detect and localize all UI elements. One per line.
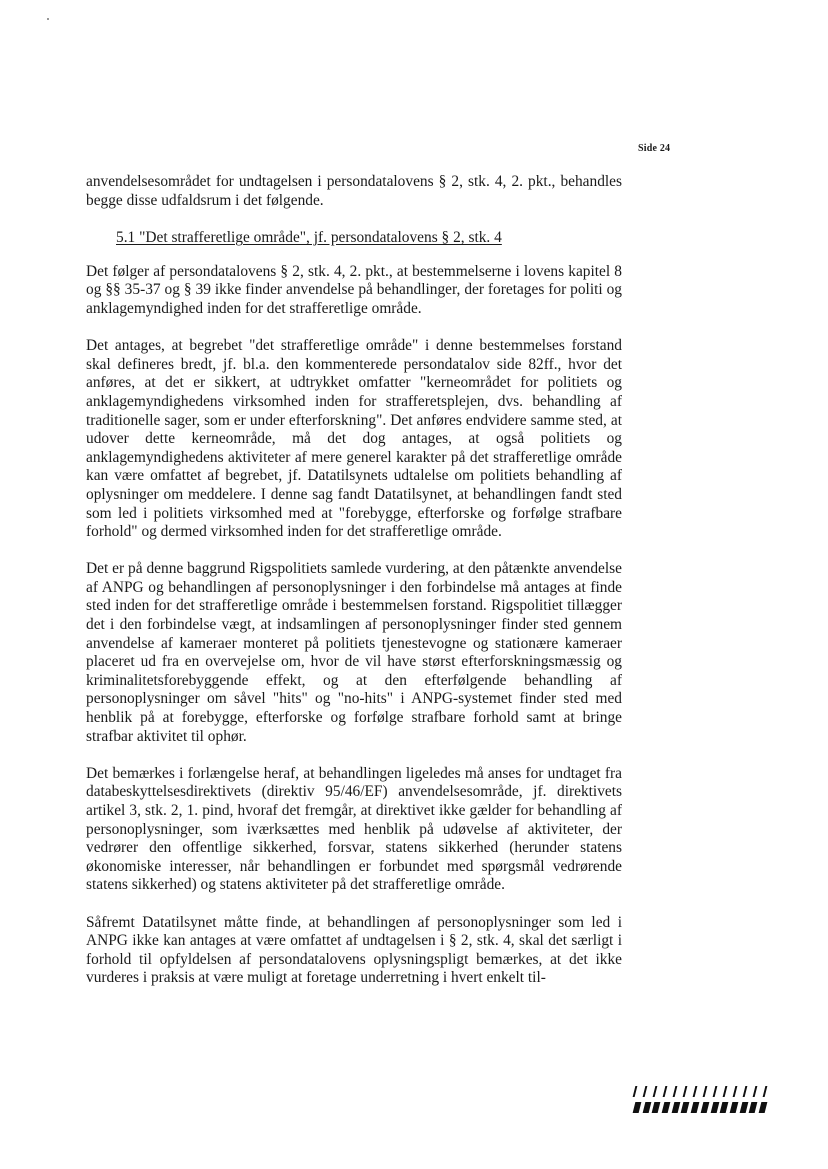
scan-speck bbox=[47, 18, 49, 20]
barcode-bar bbox=[643, 1086, 648, 1097]
barcode-bar bbox=[663, 1086, 668, 1097]
paragraph-2: Det antages, at begrebet "det strafferetlige område" i denne bestemmelses forstand skal defineres bredt, jf. bl.a. den kommenterede persondatalov side 82ff., hvor det anføres, at det er sikkert, at udtrykket omfatter "kerneområdet for politiets og anklagemyndighedens virksomhed inden for strafferetsplejen, dvs. behandling af traditionelle sager, som er under efterforskning". Det anføres endvidere samme sted, at udover dette kerneområde, må det dog antages, at også politiets og anklagemyndighedens aktiviteter af mere generel karakter på det strafferetlige område kan være omfattet af begrebet, jf. Datatilsynets udtalelse om politiets behandling af oplysninger om meddelere. I denne sag fandt Datatilsynet, at behandlingen fandt sted som led i politiets virksomhed med at "forebygge, efterforske og forfølge strafbare forhold" og dermed virksomhed inden for det strafferetlige område. bbox=[86, 337, 622, 541]
barcode-bar bbox=[703, 1086, 708, 1097]
barcode-bar bbox=[763, 1086, 768, 1097]
barcode-bar bbox=[652, 1102, 661, 1113]
barcode-bar bbox=[749, 1102, 758, 1113]
lead-paragraph: anvendelsesområdet for undtagelsen i persondatalovens § 2, stk. 4, 2. pkt., behandles begge disse udfaldsrum i det følgende. bbox=[86, 173, 622, 209]
barcode-bar bbox=[693, 1086, 698, 1097]
section-heading: 5.1 "Det strafferetlige område", jf. persondatalovens § 2, stk. 4 bbox=[116, 229, 502, 247]
barcode-bar bbox=[671, 1102, 680, 1113]
barcode-bar bbox=[633, 1086, 638, 1097]
page-number: Side 24 bbox=[638, 143, 671, 154]
barcode-bar bbox=[733, 1086, 738, 1097]
barcode-bar bbox=[730, 1102, 739, 1113]
barcode-bar bbox=[633, 1102, 642, 1113]
barcode-bar bbox=[662, 1102, 671, 1113]
paragraph-1: Det følger af persondatalovens § 2, stk. 4, 2. pkt., at bestemmelserne i lovens kapitel 8 og §§ 35-37 og § 39 ikke finder anvendelse på behandlinger, der foretages for politi og anklagemyndighed inden for det strafferetlige område. bbox=[86, 262, 622, 317]
paragraph-3: Det er på denne baggrund Rigspolitiets samlede vurdering, at den påtænkte anvendelse af ANPG og behandlingen af personoplysninger i den forbindelse må antages at finde sted inden for det strafferetlige område i bestemmelsen forstand. Rigspolitiet tillægger det i den forbindelse vægt, at indsamlingen af personoplysninger finder sted gennem anvendelse af kameraer monteret på politiets tjenestevogne og stationære kameraer placeret ud fra en overvejelse om, hvor de vil have størst efterforskningsmæssig og kriminalitetsforebyggende effekt, og at den efterfølgende behandling af personoplysninger om såvel "hits" og "no-hits" i ANPG-systemet finder sted med henblik på at forebygge, efterforske og forfølge strafbare forhold samt at bringe strafbar aktivitet til ophør. bbox=[86, 560, 622, 745]
barcode-row-thick bbox=[634, 1102, 766, 1113]
barcode-row-thin bbox=[634, 1086, 766, 1097]
barcode-bar bbox=[743, 1086, 748, 1097]
barcode-bar bbox=[642, 1102, 651, 1113]
barcode-bar bbox=[720, 1102, 729, 1113]
document-body bbox=[86, 173, 622, 1007]
barcode-bar bbox=[710, 1102, 719, 1113]
paragraph-4: Det bemærkes i forlængelse heraf, at behandlingen ligeledes må anses for undtaget fra databeskyttelsesdirektivets (direktiv 95/46/EF) anvendelsesområde, jf. direktivets artikel 3, stk. 2, 1. pind, hvoraf det fremgår, at direktivet ikke gælder for behandling af personoplysninger, som iværksættes med henblik på udøvelse af aktiviteter, der vedrører den offentlige sikkerhed, forsvar, statens sikkerhed (herunder statens økonomiske interesser, når behandlingen er forbundet med spørgsmål vedrørende statens sikkerhed) og statens aktiviteter på det strafferetlige område. bbox=[86, 764, 622, 894]
barcode-bar bbox=[673, 1086, 678, 1097]
barcode-bar bbox=[739, 1102, 748, 1113]
barcode-bar bbox=[759, 1102, 768, 1113]
barcode-bar bbox=[713, 1086, 718, 1097]
barcode-bar bbox=[653, 1086, 658, 1097]
barcode-bar bbox=[753, 1086, 758, 1097]
barcode-bar bbox=[700, 1102, 709, 1113]
barcode-bar bbox=[681, 1102, 690, 1113]
paragraph-5: Såfremt Datatilsynet måtte finde, at behandlingen af personoplysninger som led i ANPG ikke kan antages at være omfattet af undtagelsen i § 2, stk. 4, skal det særligt i forhold til opfyldelsen af persondatalovens oplysningspligt bemærkes, at det ikke vurderes i praksis at være muligt at foretage underretning i hvert enkelt til- bbox=[86, 913, 622, 987]
barcode-bar bbox=[691, 1102, 700, 1113]
barcode bbox=[634, 1086, 766, 1116]
barcode-bar bbox=[723, 1086, 728, 1097]
barcode-bar bbox=[683, 1086, 688, 1097]
